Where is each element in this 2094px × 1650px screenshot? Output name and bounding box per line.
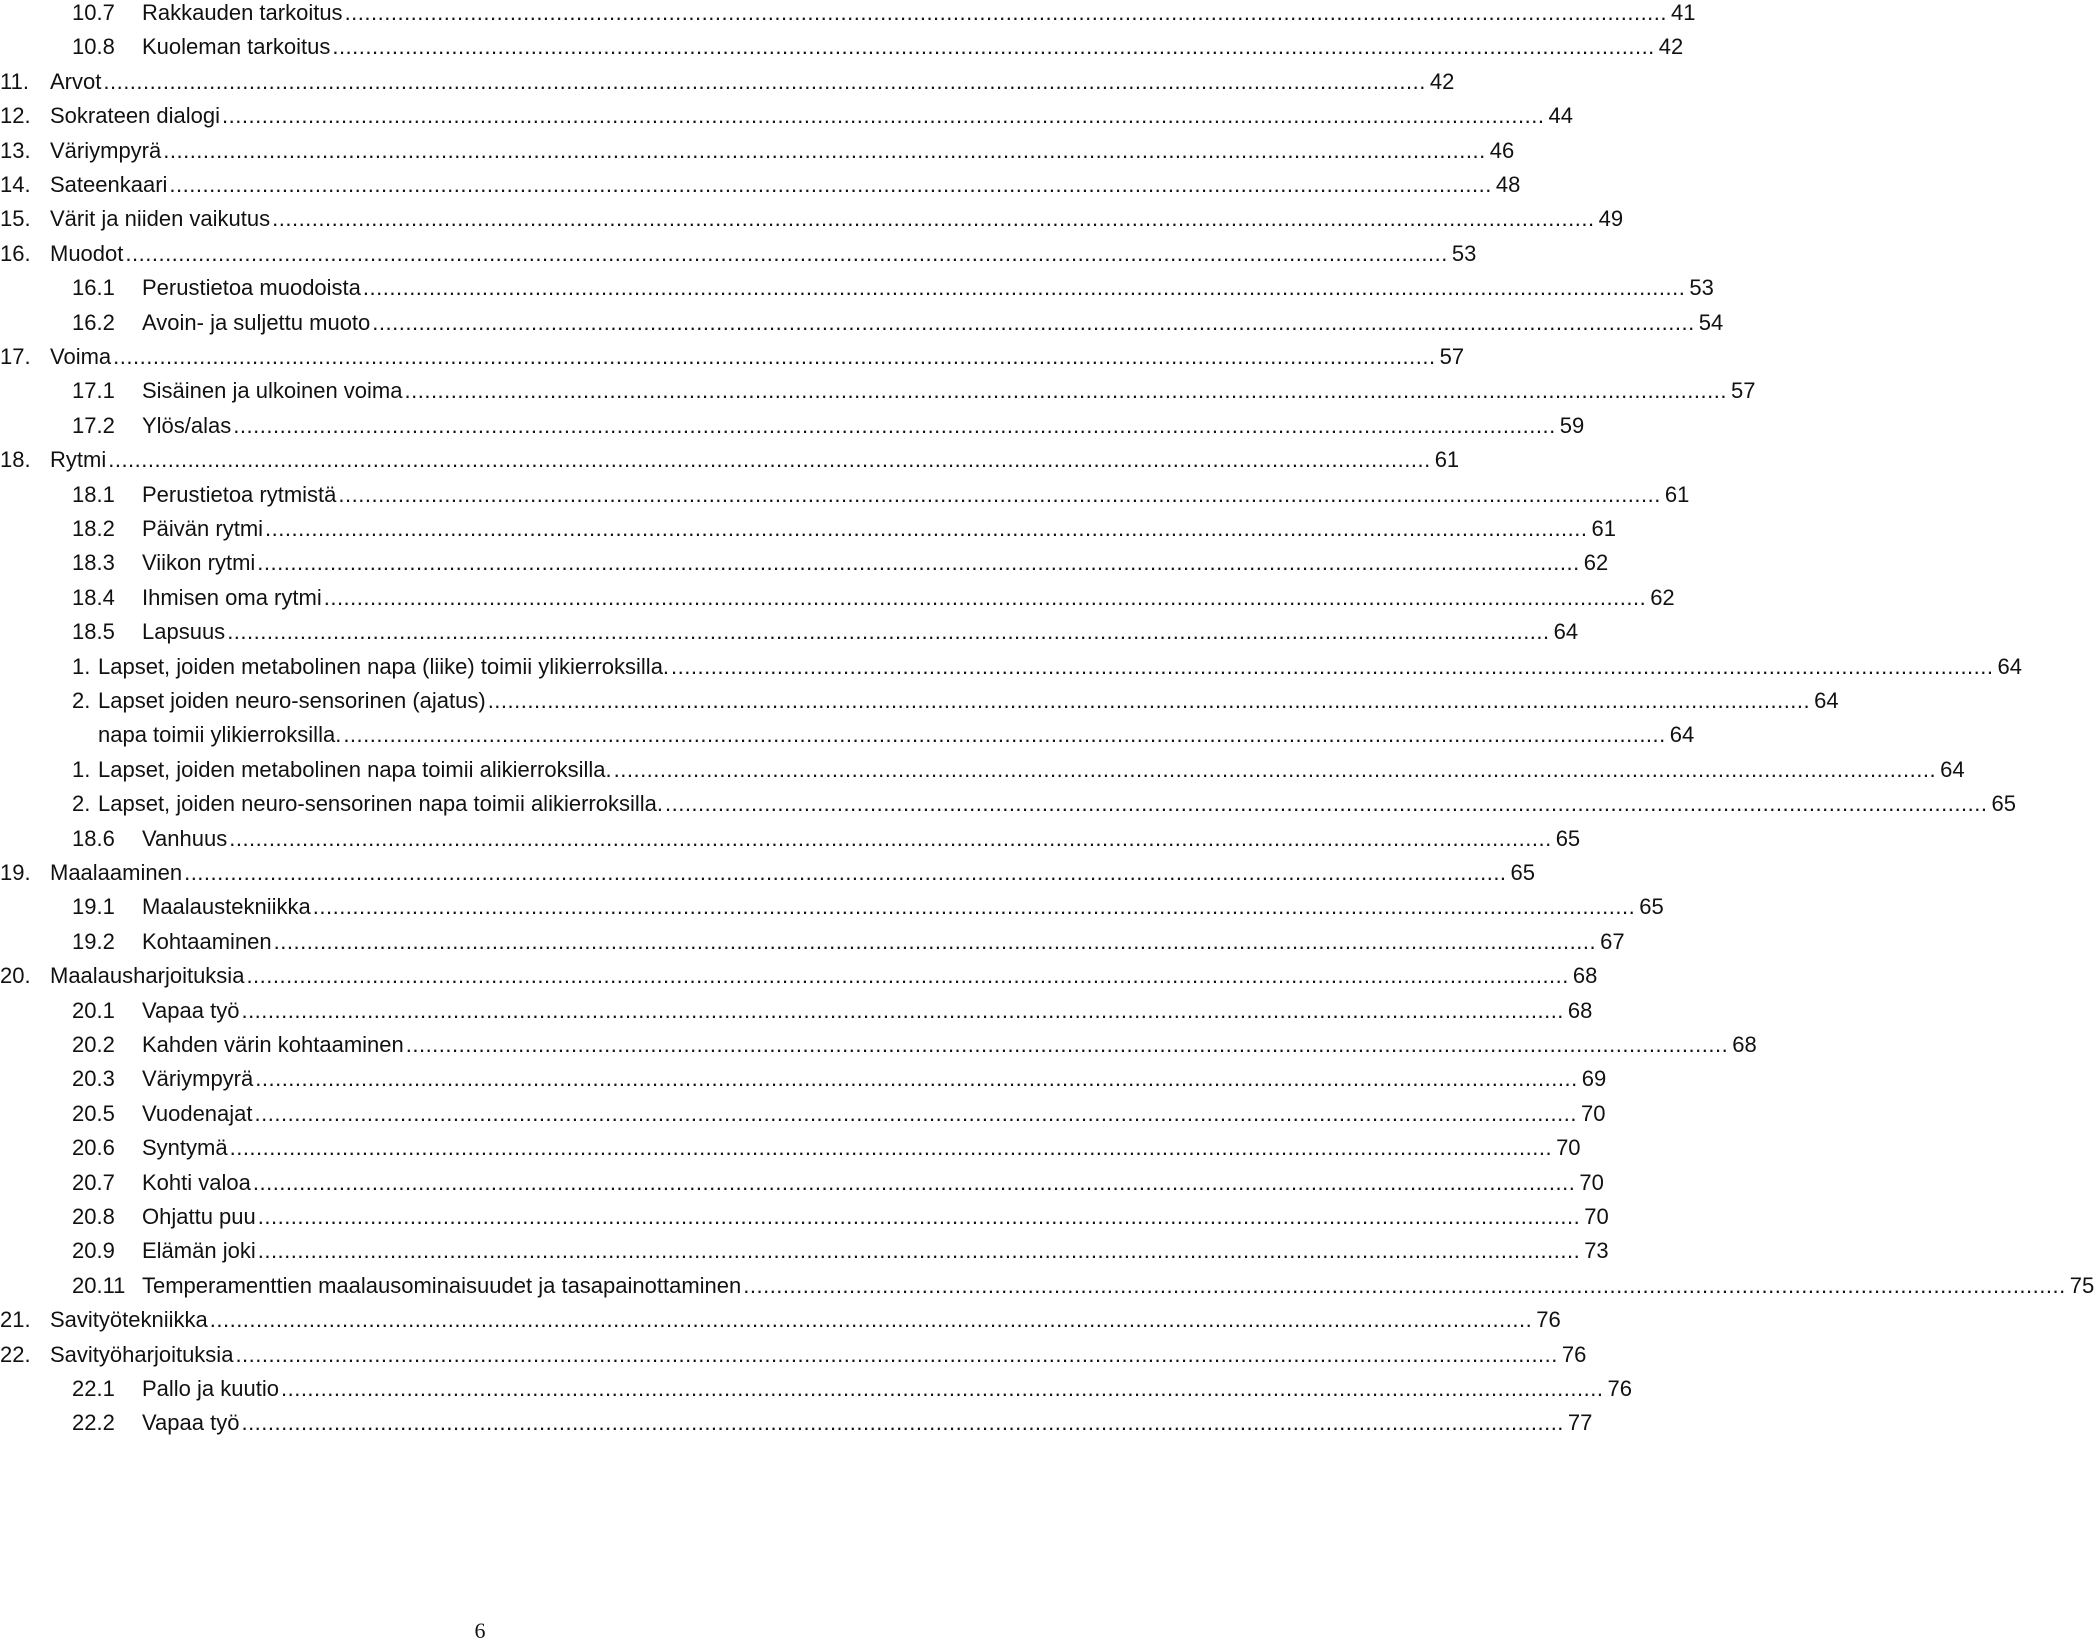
- dot-leader: ........................................................................................................................................................................................................: [184, 860, 1507, 885]
- dot-leader: ........................................................................................................................................................................................................: [404, 378, 1727, 404]
- toc-entry[interactable]: [72, 1405, 1593, 1441]
- toc-entry-number: 18.4: [72, 584, 115, 610]
- toc-entry-title: Savityöharjoituksia: [50, 1341, 234, 1367]
- dot-leader: ........................................................................................................................................................................................................: [229, 825, 1552, 851]
- toc-entry-page: 57: [1439, 344, 1465, 369]
- toc-entry[interactable]: [72, 1199, 1609, 1235]
- toc-entry-number: 18.6: [72, 825, 115, 851]
- toc-entry-title: Savityötekniikka: [50, 1307, 208, 1333]
- dot-leader: ........................................................................................................................................................................................................: [254, 1100, 1577, 1126]
- toc-entry[interactable]: [72, 1371, 1632, 1407]
- toc-entry-page: 46: [1489, 137, 1515, 163]
- dot-leader: ........................................................................................................................................................................................................: [108, 447, 1431, 473]
- toc-entry[interactable]: [72, 0, 1696, 31]
- toc-entry[interactable]: [0, 1337, 1587, 1373]
- toc-entry-page: 70: [1556, 1135, 1581, 1161]
- toc-entry-page: 64: [1940, 756, 1965, 782]
- toc-entry-number: 1.: [72, 653, 91, 679]
- toc-entry-title: Lapset joiden neuro-sensorinen (ajatus): [98, 688, 486, 713]
- toc-entry[interactable]: [0, 442, 1460, 478]
- dot-leader: ........................................................................................................................................................................................................: [169, 172, 1492, 197]
- toc-entry[interactable]: [72, 1130, 1581, 1166]
- toc-entry-page: 70: [1580, 1100, 1606, 1126]
- toc-entry-page: 62: [1650, 584, 1675, 610]
- toc-entry-title: Väriympyrä: [50, 137, 162, 163]
- toc-entry-title: Elämän joki: [142, 1238, 256, 1264]
- toc-entry-page: 65: [1510, 860, 1536, 885]
- toc-entry-page: 68: [1572, 963, 1598, 989]
- toc-entry-title: Maalaaminen: [50, 860, 183, 885]
- toc-entry-title: Rytmi: [50, 447, 107, 473]
- toc-entry[interactable]: [0, 98, 1573, 134]
- toc-entry-number: 18.3: [72, 550, 115, 576]
- dot-leader: ........................................................................................................................................................................................................: [312, 894, 1636, 920]
- toc-entry[interactable]: [72, 649, 2022, 685]
- toc-entry-page: 44: [1548, 103, 1573, 129]
- toc-entry-number: 18.2: [72, 516, 115, 541]
- dot-leader: ........................................................................................................................................................................................................: [257, 1238, 1581, 1264]
- toc-entry-title: Kohti valoa: [142, 1169, 251, 1195]
- toc-entry-number: 16.1: [72, 275, 115, 301]
- toc-entry[interactable]: [72, 821, 1581, 857]
- toc-entry[interactable]: [0, 167, 1521, 203]
- toc-entry-number: 20.7: [72, 1169, 115, 1195]
- toc-entry[interactable]: [72, 1268, 2094, 1304]
- toc-entry-number: 13.: [0, 137, 31, 163]
- toc-entry[interactable]: [72, 614, 1579, 650]
- toc-entry-page: 70: [1579, 1169, 1604, 1195]
- toc-entry-number: 16.: [0, 240, 31, 266]
- toc-entry-title: Perustietoa rytmistä: [142, 481, 337, 507]
- toc-entry-number: 1.: [72, 756, 91, 782]
- toc-entry-number: 20.2: [72, 1032, 115, 1057]
- toc-entry[interactable]: [72, 29, 1684, 65]
- toc-entry-number: 17.: [0, 344, 31, 369]
- dot-leader: ........................................................................................................................................................................................................: [103, 68, 1426, 94]
- toc-entry-number: 18.5: [72, 619, 115, 645]
- toc-entry[interactable]: [72, 580, 1675, 616]
- toc-entry-number: 14.: [0, 172, 31, 197]
- dot-leader: ........................................................................................................................................................................................................: [222, 103, 1545, 129]
- toc-entry[interactable]: [72, 993, 1593, 1029]
- toc-entry-number: 18.1: [72, 481, 115, 507]
- dot-leader: ........................................................................................................................................................................................................: [664, 791, 1988, 817]
- toc-entry[interactable]: [0, 133, 1515, 169]
- toc-entry-title: Viikon rytmi: [142, 550, 256, 576]
- toc-entry-number: 19.1: [72, 894, 115, 920]
- toc-entry-page: 65: [1991, 791, 2016, 817]
- toc-entry-page: 53: [1689, 275, 1714, 301]
- toc-entry[interactable]: [72, 1027, 1757, 1063]
- toc-entry-number: 12.: [0, 103, 31, 129]
- toc-entry-page: 73: [1584, 1238, 1609, 1264]
- toc-entry[interactable]: [72, 1096, 1606, 1132]
- dot-leader: ........................................................................................................................................................................................................: [338, 481, 1661, 507]
- toc-entry-title: Ihmisen oma rytmi: [142, 584, 322, 610]
- dot-leader: ........................................................................................................................................................................................................: [613, 756, 1937, 782]
- toc-entry[interactable]: [72, 924, 1625, 960]
- dot-leader: ........................................................................................................................................................................................................: [246, 963, 1569, 989]
- toc-entry-number: 20.: [0, 963, 31, 989]
- dot-leader: ........................................................................................................................................................................................................: [241, 997, 1564, 1023]
- toc-entry-page: 67: [1600, 928, 1625, 954]
- toc-entry-title: Ylös/alas: [142, 412, 232, 438]
- dot-leader: ........................................................................................................................................................................................................: [323, 584, 1647, 610]
- toc-entry-title: Lapsuus: [142, 619, 226, 645]
- toc-entry-page: 70: [1584, 1204, 1609, 1229]
- toc-entry-number: 17.1: [72, 378, 115, 404]
- toc-entry-page: 59: [1559, 412, 1585, 438]
- dot-leader: ........................................................................................................................................................................................................: [280, 1376, 1604, 1401]
- dot-leader: ........................................................................................................................................................................................................: [372, 309, 1695, 335]
- toc-entry-page: 57: [1730, 378, 1756, 404]
- toc-entry-page: 64: [1669, 722, 1695, 748]
- dot-leader: ........................................................................................................................................................................................................: [125, 240, 1448, 266]
- toc-entry-page: 68: [1732, 1032, 1757, 1057]
- dot-leader: ........................................................................................................................................................................................................: [163, 137, 1486, 163]
- toc-entry-title: Ohjattu puu: [142, 1204, 256, 1229]
- dot-leader: ........................................................................................................................................................................................................: [233, 412, 1556, 438]
- page-number: 6: [474, 1618, 486, 1643]
- toc-entry[interactable]: [72, 408, 1585, 444]
- toc-entry-title: napa toimii ylikierroksilla.: [98, 722, 342, 748]
- toc-entry-title: Kuoleman tarkoitus: [142, 34, 331, 60]
- toc-entry-title: Temperamenttien maalausominaisuudet ja tasapainottaminen: [142, 1272, 742, 1298]
- toc-entry-number: 20.5: [72, 1100, 115, 1126]
- toc-entry[interactable]: [72, 270, 1714, 306]
- dot-leader: ........................................................................................................................................................................................................: [252, 1169, 1576, 1195]
- toc-entry-number: 17.2: [72, 412, 115, 438]
- toc-entry-title: Lapset, joiden metabolinen napa (liike) toimii ylikierroksilla.: [98, 653, 670, 679]
- toc-entry[interactable]: [72, 1233, 1609, 1269]
- toc-entry-title: Vapaa työ: [142, 997, 240, 1023]
- toc-entry[interactable]: [0, 339, 1465, 375]
- toc-entry-number: 20.6: [72, 1135, 115, 1161]
- toc-entry-page: 42: [1658, 34, 1684, 60]
- toc-entry-page: 65: [1555, 825, 1581, 851]
- dot-leader: ........................................................................................................................................................................................................: [743, 1272, 2066, 1298]
- dot-leader: ........................................................................................................................................................................................................: [405, 1032, 1729, 1057]
- dot-leader: ........................................................................................................................................................................................................: [241, 1410, 1564, 1436]
- dot-leader: ........................................................................................................................................................................................................: [255, 1066, 1578, 1092]
- toc-entry[interactable]: [72, 477, 1690, 513]
- toc-entry-title: Värit ja niiden vaikutus: [50, 206, 271, 232]
- toc-entry-number: 2.: [72, 791, 91, 817]
- toc-entry-number: 20.3: [72, 1066, 115, 1092]
- toc-entry[interactable]: [0, 201, 1624, 237]
- dot-leader: ........................................................................................................................................................................................................: [332, 34, 1655, 60]
- toc-entry[interactable]: [72, 1061, 1607, 1097]
- toc-entry-page: 48: [1495, 172, 1521, 197]
- toc-entry-number: 20.11: [72, 1272, 126, 1298]
- toc-entry-title: Syntymä: [142, 1135, 228, 1161]
- toc-entry[interactable]: [72, 373, 1756, 409]
- toc-entry[interactable]: [72, 511, 1616, 547]
- toc-entry-number: 15.: [0, 206, 31, 232]
- toc-entry-title: Lapset, joiden metabolinen napa toimii alikierroksilla.: [98, 756, 612, 782]
- toc-entry[interactable]: [0, 958, 1598, 994]
- toc-entry-number: 19.: [0, 860, 31, 885]
- toc-entry-page: 64: [1997, 653, 2022, 679]
- dot-leader: ........................................................................................................................................................................................................: [257, 1204, 1581, 1229]
- toc-entry[interactable]: [0, 236, 1477, 272]
- toc-entry-page: 76: [1561, 1341, 1587, 1367]
- dot-leader: ........................................................................................................................................................................................................: [671, 653, 1994, 679]
- dot-leader: ........................................................................................................................................................................................................: [227, 619, 1550, 645]
- toc-entry-number: 10.7: [72, 0, 115, 25]
- dot-leader: ........................................................................................................................................................................................................: [272, 206, 1595, 232]
- toc-entry[interactable]: [0, 1302, 1561, 1338]
- dot-leader: ........................................................................................................................................................................................................: [343, 722, 1666, 748]
- toc-entry-page: 65: [1639, 894, 1664, 920]
- toc-entry-number: 10.8: [72, 34, 115, 60]
- toc-entry-number: 16.2: [72, 309, 115, 335]
- toc-entry[interactable]: [72, 786, 2016, 822]
- toc-entry[interactable]: [72, 889, 1664, 925]
- toc-entry-title: Vuodenajat: [142, 1100, 253, 1126]
- toc-entry-number: 18.: [0, 447, 31, 473]
- dot-leader: ........................................................................................................................................................................................................: [257, 550, 1580, 576]
- toc-entry-title: Väriympyrä: [142, 1066, 254, 1092]
- toc-entry-page: 68: [1567, 997, 1593, 1023]
- toc-entry-title: Vapaa työ: [142, 1410, 240, 1436]
- toc-entry-page: 61: [1664, 481, 1690, 507]
- toc-entry-title: Lapset, joiden neuro-sensorinen napa toimii alikierroksilla.: [98, 791, 663, 817]
- dot-leader: ........................................................................................................................................................................................................: [344, 0, 1668, 25]
- toc-entry-title: Vanhuus: [142, 825, 228, 851]
- dot-leader: ........................................................................................................................................................................................................: [362, 275, 1686, 301]
- dot-leader: ........................................................................................................................................................................................................: [265, 516, 1588, 541]
- toc-entry-page: 69: [1581, 1066, 1607, 1092]
- toc-entry-title: Arvot: [50, 68, 102, 94]
- toc-entry-title: Sisäinen ja ulkoinen voima: [142, 378, 403, 404]
- toc-entry-page: 53: [1451, 240, 1477, 266]
- toc-entry-page: 41: [1671, 0, 1696, 25]
- toc-entry[interactable]: [72, 545, 1609, 581]
- toc-entry[interactable]: [72, 305, 1724, 341]
- toc-entry-number: 2.: [72, 688, 91, 713]
- toc-entry-title: Avoin- ja suljettu muoto: [142, 309, 371, 335]
- toc-entry-number: 19.2: [72, 928, 115, 954]
- toc-entry[interactable]: [0, 64, 1455, 100]
- toc-entry-page: 49: [1598, 206, 1624, 232]
- toc-entry-page: 42: [1429, 68, 1455, 94]
- toc-entry[interactable]: [72, 1165, 1604, 1201]
- toc-entry-title: Rakkauden tarkoitus: [142, 0, 343, 25]
- toc-entry-title: Kahden värin kohtaaminen: [142, 1032, 404, 1057]
- toc-entry-title: Sokrateen dialogi: [50, 103, 221, 129]
- toc-entry-number: 22.: [0, 1341, 31, 1367]
- toc-entry-title: Voima: [50, 344, 112, 369]
- dot-leader: ........................................................................................................................................................................................................: [229, 1135, 1553, 1161]
- toc-entry[interactable]: [0, 855, 1536, 891]
- toc-entry-page: 61: [1591, 516, 1616, 541]
- toc-entry-number: 21.: [0, 1307, 31, 1333]
- dot-leader: ........................................................................................................................................................................................................: [487, 688, 1811, 713]
- dot-leader: ........................................................................................................................................................................................................: [113, 344, 1436, 369]
- toc-entry-page: 61: [1434, 447, 1460, 473]
- toc-entry-page: 54: [1698, 309, 1724, 335]
- toc-entry-title: Perustietoa muodoista: [142, 275, 361, 301]
- toc-entry-number: 22.2: [72, 1410, 115, 1436]
- dot-leader: ........................................................................................................................................................................................................: [209, 1307, 1533, 1333]
- toc-entry-title: Sateenkaari: [50, 172, 168, 197]
- toc-entry-number: 11.: [0, 68, 29, 94]
- dot-leader: ........................................................................................................................................................................................................: [273, 928, 1597, 954]
- toc-entry-page: 64: [1814, 688, 1839, 713]
- toc-entry-title: Päivän rytmi: [142, 516, 264, 541]
- toc-entry-page: 77: [1567, 1410, 1593, 1436]
- toc-entry[interactable]: [72, 752, 1965, 788]
- toc-entry-number: 20.1: [72, 997, 115, 1023]
- toc-entry-title: Maalaustekniikka: [142, 894, 311, 920]
- toc-entry-title: Pallo ja kuutio: [142, 1376, 279, 1401]
- toc-entry[interactable]: [98, 717, 1695, 753]
- toc-entry-number: 20.8: [72, 1204, 115, 1229]
- toc-entry-number: 22.1: [72, 1376, 115, 1401]
- toc-entry-page: 76: [1607, 1376, 1632, 1401]
- toc-entry-page: 75: [2069, 1272, 2094, 1298]
- toc-entry-page: 76: [1536, 1307, 1561, 1333]
- toc-entry-page: 62: [1583, 550, 1609, 576]
- toc-entry-title: Muodot: [50, 240, 124, 266]
- toc-entry-title: Maalausharjoituksia: [50, 963, 245, 989]
- toc-entry[interactable]: [72, 683, 1839, 719]
- toc-entry-page: 64: [1553, 619, 1579, 645]
- dot-leader: ........................................................................................................................................................................................................: [235, 1341, 1558, 1367]
- toc-entry-title: Kohtaaminen: [142, 928, 272, 954]
- toc-entry-number: 20.9: [72, 1238, 115, 1264]
